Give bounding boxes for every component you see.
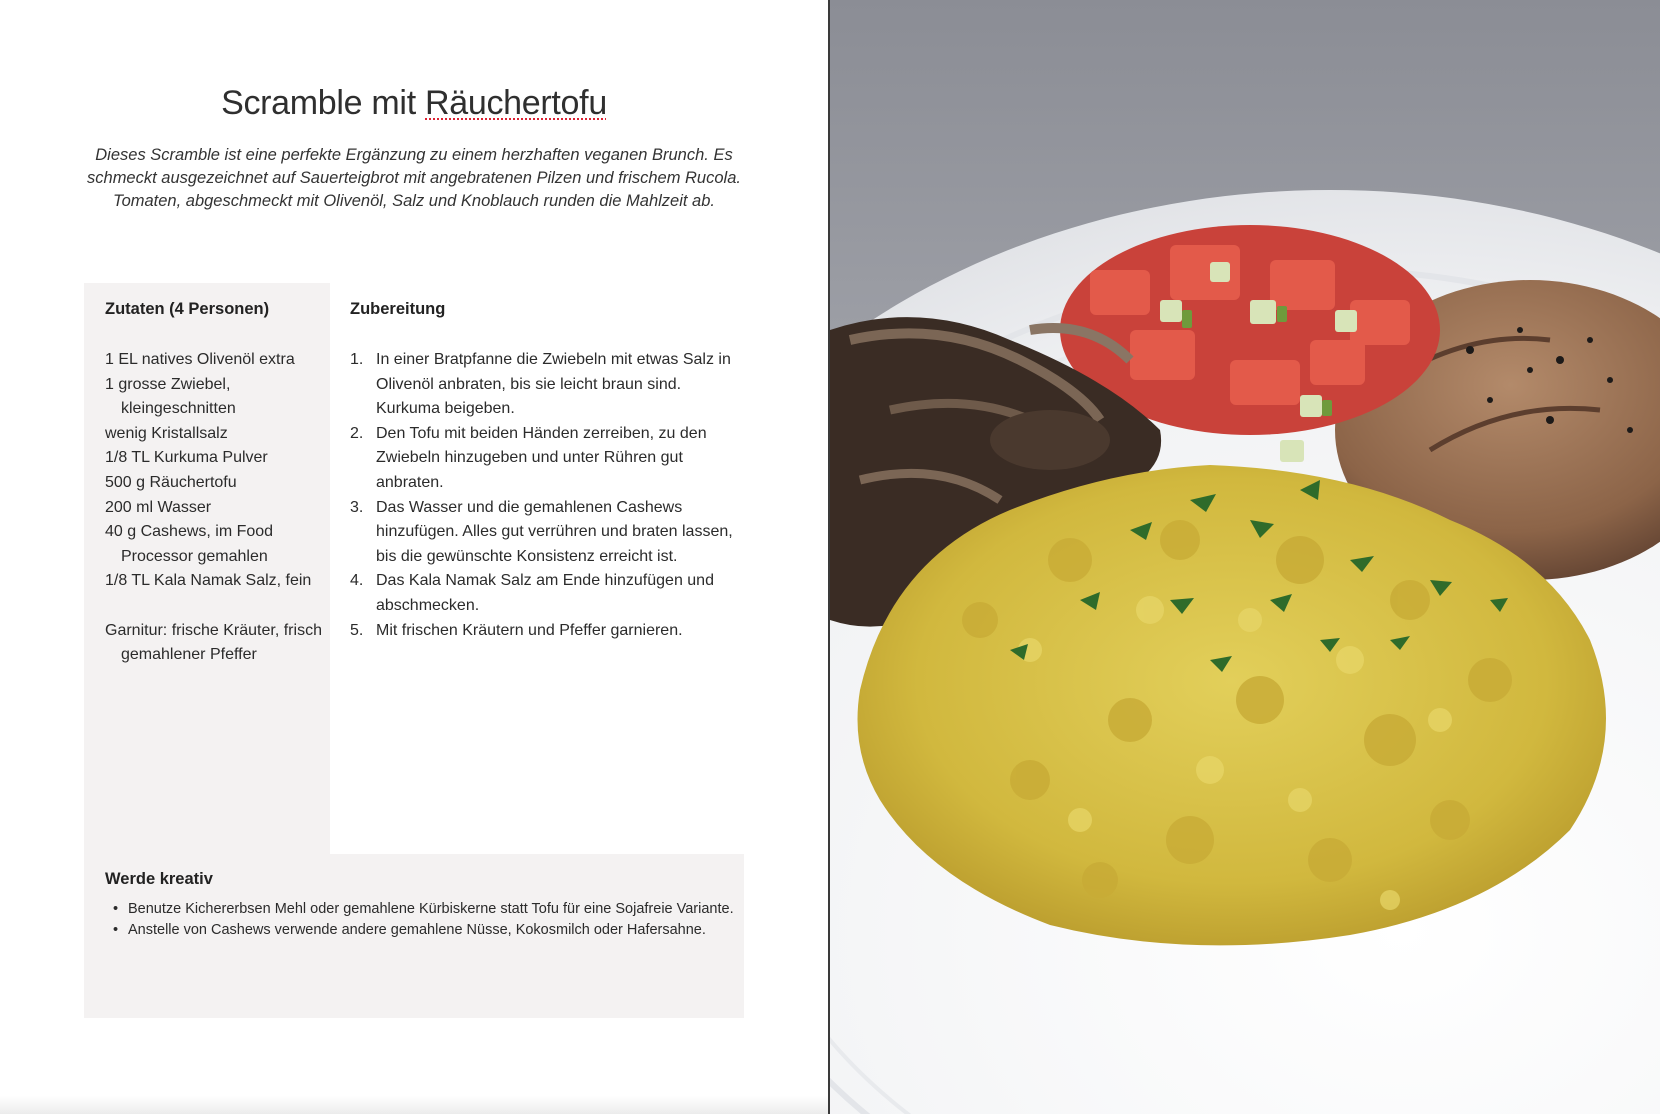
preparation-steps <box>350 348 745 643</box>
recipe-title-prefix: Scramble mit <box>221 84 416 122</box>
creative-text: Benutze Kichererbsen Mehl oder gemahlene Kürbiskerne statt Tofu für eine Sojafreie Variante. <box>128 901 734 917</box>
ingredients-list <box>105 348 330 668</box>
step-item <box>350 496 745 570</box>
step-text: Das Wasser und die gemahlenen Cashews hinzufügen. Alles gut verrühren und braten lassen, bis die gewünschte Konsistenz erreicht ist. <box>376 498 733 565</box>
step-item <box>350 348 745 422</box>
recipe-photo <box>830 0 1660 1114</box>
ingredient-item: 1/8 TL Kala Namak Salz, fein <box>105 572 312 590</box>
ingredients-heading: Zutaten (4 Personen) <box>105 300 270 318</box>
step-item <box>350 422 745 496</box>
step-number: 3. <box>350 498 364 516</box>
step-item <box>350 619 745 644</box>
step-number: 4. <box>350 572 364 590</box>
step-number: 1. <box>350 351 364 368</box>
step-item <box>350 569 745 618</box>
garnish-item: Garnitur: frische Kräuter, frisch gemahlener Pfeffer <box>105 621 322 664</box>
creative-item <box>111 899 751 920</box>
ingredient-item: 200 ml Wasser <box>105 498 212 516</box>
intro-line: Tomaten, abgeschmeckt mit Olivenöl, Salz und Knoblauch runden die Mahlzeit ab. <box>113 192 715 210</box>
ingredient-item: 40 g Cashews, im Food Processor gemahlen <box>105 523 274 565</box>
intro-line: schmeckt ausgezeichnet auf Sauerteigbrot mit angebratenen Pilzen und frischem Rucola. <box>87 169 741 187</box>
recipe-title <box>0 84 828 123</box>
step-text: Den Tofu mit beiden Händen zerreiben, zu den Zwiebeln hinzugeben und unter Rühren gut anbraten. <box>376 424 707 491</box>
ingredient-item: 1/8 TL Kurkuma Pulver <box>105 449 268 467</box>
intro-line: Dieses Scramble ist eine perfekte Ergänzung zu einem herzhaften veganen Brunch. Es <box>95 146 733 164</box>
preparation-heading: Zubereitung <box>350 300 446 318</box>
ingredient-item: 1 EL natives Olivenöl extra <box>105 351 295 368</box>
recipe-title-word: Räuchertofu <box>425 84 607 122</box>
ingredient-item: 500 g Räuchertofu <box>105 473 237 491</box>
creative-item <box>111 920 751 941</box>
recipe-intro <box>84 144 744 213</box>
creative-heading: Werde kreativ <box>105 870 213 888</box>
step-text: Mit frischen Kräutern und Pfeffer garnieren. <box>376 621 683 639</box>
bullet-icon: • <box>113 901 119 917</box>
page-bottom-shadow <box>0 1096 828 1114</box>
bullet-icon: • <box>113 922 119 938</box>
step-text: Das Kala Namak Salz am Ende hinzufügen und abschmecken. <box>376 572 714 614</box>
ingredient-item: wenig Kristallsalz <box>105 424 228 442</box>
ingredient-item: 1 grosse Zwiebel, kleingeschnitten <box>105 375 236 418</box>
food-plate-illustration <box>830 0 1660 1114</box>
creative-list <box>111 899 751 941</box>
creative-text: Anstelle von Cashews verwende andere gemahlene Nüsse, Kokosmilch oder Hafersahne. <box>128 922 706 938</box>
step-text: In einer Bratpfanne die Zwiebeln mit etwas Salz in Olivenöl anbraten, bis sie leicht braun sind. Kurkuma beigeben. <box>376 351 731 418</box>
step-number: 5. <box>350 621 364 639</box>
step-number: 2. <box>350 424 364 442</box>
